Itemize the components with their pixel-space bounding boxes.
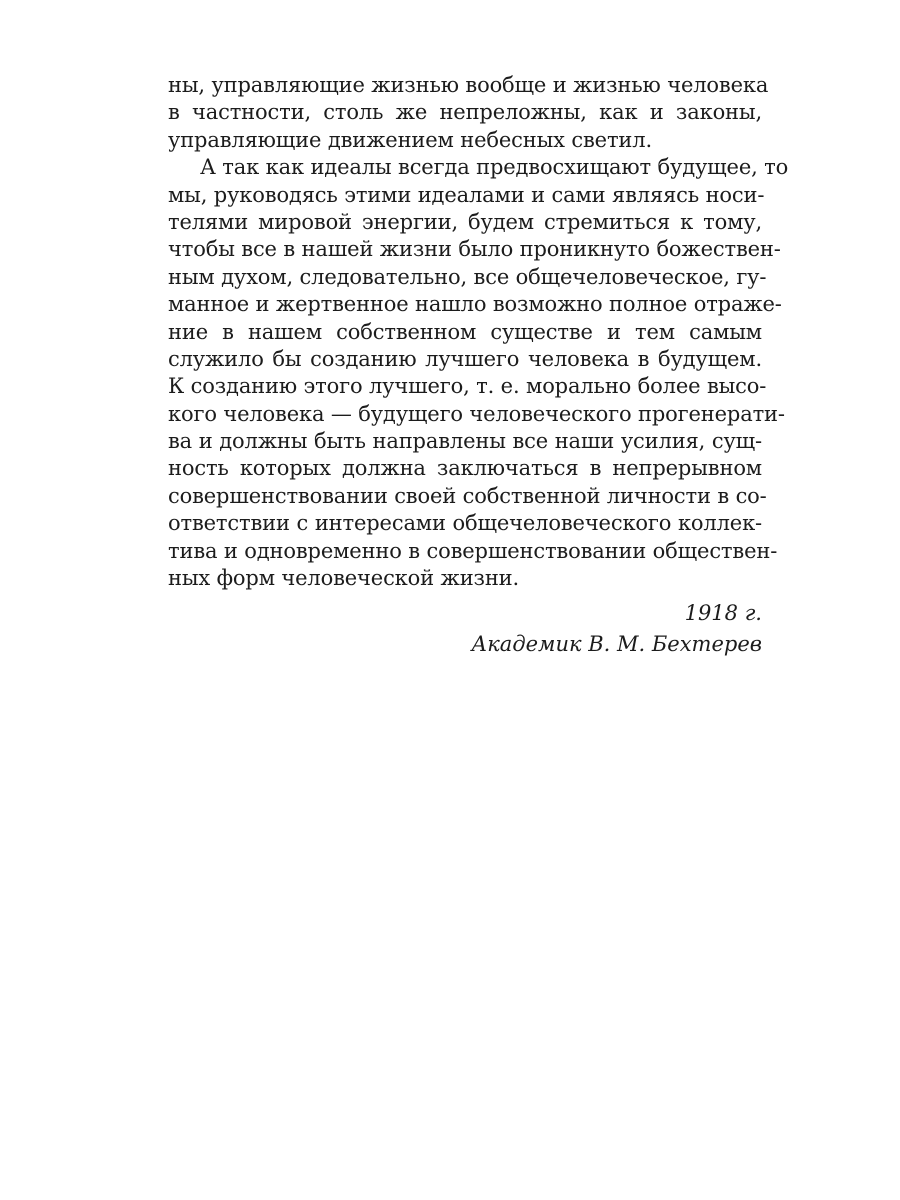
text-line: ность которых должна заключаться в непрерывном (168, 456, 762, 481)
text-line: ных форм человеческой жизни. (168, 566, 520, 591)
text-line: кого человека — будущего человеческого прогенерати- (168, 401, 785, 426)
text-line: К созданию этого лучшего, т. е. морально более высо- (168, 374, 767, 399)
paragraph-main (168, 154, 789, 592)
text-line: телями мировой энергии, будем стремиться к тому, (168, 209, 762, 234)
paragraph-continuation (168, 72, 769, 154)
text-line: ва и должны быть направлены все наши усилия, сущ- (168, 429, 762, 454)
text-line: А так как идеалы всегда предвосхищают будущее, то (200, 155, 789, 180)
text-line: управляющие движением небесных светил. (168, 127, 652, 152)
text-line: ние в нашем собственном существе и тем самым (168, 319, 762, 344)
signature-author: Академик В. М. Бехтерев (471, 632, 762, 656)
text-line: мы, руководясь этими идеалами и сами являясь носи- (168, 182, 765, 207)
signature-date: 1918 г. (684, 601, 762, 625)
text-line: совершенствовании своей собственной личности в со- (168, 483, 767, 508)
body-text (168, 72, 789, 592)
text-line: манное и жертвенное нашло возможно полное отраже- (168, 292, 782, 317)
text-line: чтобы все в нашей жизни было проникнуто божествен- (168, 237, 781, 262)
text-line: ответствии с интересами общечеловеческого коллек- (168, 511, 762, 536)
text-line: тива и одновременно в совершенствовании обществен- (168, 538, 778, 563)
text-line: в частности, столь же непреложны, как и законы, (168, 100, 762, 125)
text-line: ны, управляющие жизнью вообще и жизнью человека (168, 73, 769, 97)
text-line: ным духом, следовательно, все общечеловеческое, гу- (168, 264, 767, 289)
text-line: служило бы созданию лучшего человека в будущем. (168, 346, 762, 371)
signature-block (262, 598, 762, 660)
